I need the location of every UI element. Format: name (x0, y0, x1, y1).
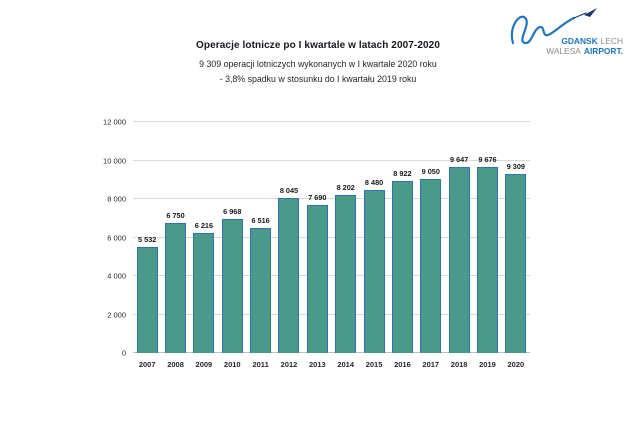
bar-value-label: 5 532 (138, 234, 157, 244)
x-tick-label: 2016 (394, 360, 411, 369)
bar-value-label: 6 216 (194, 221, 214, 231)
bar-slot (502, 122, 530, 353)
bar-2007 (137, 247, 158, 353)
bar-2015 (364, 190, 385, 353)
bar-slot (332, 122, 360, 353)
chart-subtitle-2: - 3,8% spadku w stosunku do I kwartału 2019 roku (219, 74, 417, 84)
bar-slot (133, 122, 161, 353)
bar-value-label: 8 480 (364, 177, 384, 187)
bar-value-label: 9 309 (506, 161, 525, 171)
bar-value-label: 9 647 (450, 155, 469, 165)
bar-value-label: 9 676 (478, 154, 497, 164)
bar-2017 (420, 179, 441, 353)
bar-value-label: 8 922 (393, 169, 412, 179)
y-tick-label: 0 (121, 348, 126, 358)
logo-walesa-text: WALESA (546, 46, 581, 56)
logo-airport-text: AIRPORT. (583, 46, 623, 56)
logo-lech-text: LECH (600, 36, 623, 46)
chart-subtitle-1: 9 309 operacji lotniczych wykonanych w I kwartale 2020 roku (199, 59, 437, 69)
bar-value-label: 6 516 (251, 215, 270, 225)
x-labels-row (133, 360, 530, 369)
chart-title: Operacje lotnicze po I kwartale w latach 2007-2020 (196, 40, 440, 51)
bar-2013 (307, 205, 328, 353)
y-tick-label: 6 000 (107, 233, 126, 242)
bar-2016 (392, 181, 413, 353)
bar-value-label: 9 050 (421, 166, 440, 176)
bar-2014 (335, 195, 356, 353)
x-tick-label: 2007 (138, 360, 156, 369)
bar-2009 (193, 233, 214, 353)
x-tick-label: 2009 (195, 360, 213, 369)
bar-2020 (505, 174, 526, 353)
bar-slot (360, 122, 388, 353)
logo-gdansk-text: GDANSK (561, 36, 598, 46)
y-tick-label: 2 000 (107, 310, 126, 320)
bar-slot (303, 122, 331, 353)
x-tick-label: 2020 (507, 360, 525, 369)
bar-slot (161, 122, 189, 353)
bar-2018 (449, 167, 470, 353)
bar-2012 (278, 198, 299, 353)
x-tick-label: 2019 (479, 360, 496, 369)
bar-slot (473, 122, 501, 353)
plot-area (103, 117, 530, 369)
bar-slot (417, 122, 445, 353)
x-tick-label: 2012 (280, 360, 298, 369)
bar-2008 (165, 223, 186, 353)
bar-value-label: 6 750 (166, 211, 185, 221)
bar-value-label: 7 690 (308, 192, 327, 202)
chart-header (0, 40, 636, 84)
bar-2011 (250, 228, 271, 353)
x-tick-label: 2013 (308, 360, 326, 369)
y-tick-label: 12 000 (103, 117, 126, 127)
x-tick-label: 2008 (167, 360, 184, 369)
x-tick-label: 2010 (223, 360, 241, 369)
x-tick-label: 2017 (422, 360, 440, 369)
x-tick-label: 2015 (365, 360, 383, 369)
x-tick-label: 2011 (252, 360, 269, 369)
y-tick-label: 4 000 (107, 271, 126, 281)
bar-value-label: 6 968 (223, 206, 242, 216)
bars-row (133, 122, 530, 353)
bar-slot (190, 122, 218, 353)
x-tick-label: 2018 (450, 360, 468, 369)
y-tick-label: 10 000 (103, 156, 126, 165)
bar-slot (275, 122, 303, 353)
bar-slot (246, 122, 274, 353)
plane-icon (574, 8, 597, 18)
bar-value-label: 8 045 (279, 186, 299, 196)
x-tick-label: 2014 (337, 360, 355, 369)
bar-slot (388, 122, 416, 353)
bar-2010 (222, 219, 243, 353)
bar-slot (218, 122, 246, 353)
y-tick-label: 8 000 (107, 194, 126, 204)
bar-2019 (477, 167, 498, 353)
bar-slot (445, 122, 473, 353)
bar-value-label: 8 202 (336, 183, 355, 193)
